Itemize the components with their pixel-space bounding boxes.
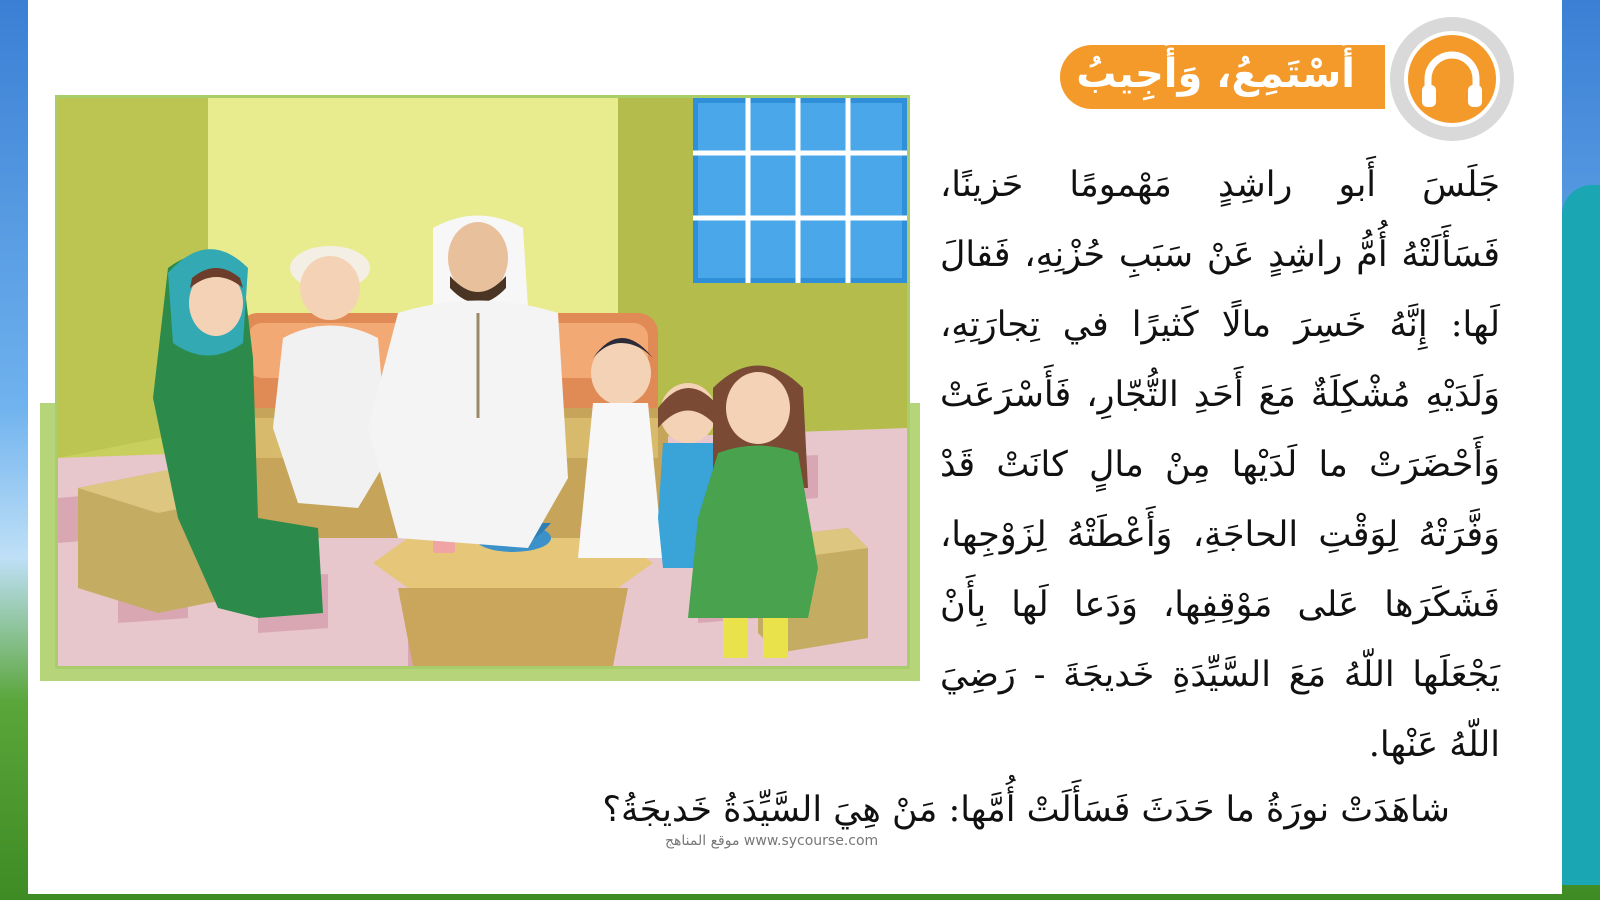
passage-line: فَسَأَلَتْهُ أُمُّ راشِدٍ عَنْ سَبَبِ حُزْنِهِ، فَقالَ (940, 235, 1500, 275)
bottom-border (0, 894, 1600, 900)
section-banner (1060, 45, 1385, 109)
passage-line: يَجْعَلَها اللّهُ مَعَ السَّيِّدَةِ خَديجَةَ - رَضِيَ (940, 655, 1500, 695)
passage-line: اللّهُ عَنْها. (1368, 725, 1500, 765)
left-backdrop (0, 0, 28, 900)
passage-line: وَفَّرَتْهُ لِوَقْتِ الحاجَةِ، وَأَعْطَتْهُ لِزَوْجِها، (940, 515, 1500, 555)
headphones-icon[interactable] (1404, 31, 1500, 127)
section-title: أَسْتَمِعُ، وَأُجِيبُ (1076, 51, 1355, 97)
passage-line: وَلَدَيْهِ مُشْكِلَةٌ مَعَ أَحَدِ التُّجّارِ، فَأَسْرَعَتْ (940, 375, 1500, 415)
right-teal-tab (1562, 185, 1600, 885)
watermark: موقع المناهج www.sycourse.com (665, 833, 879, 849)
passage-line: لَها: إِنَّهُ خَسِرَ مالًا كَثيرًا في تِجارَتِهِ، (940, 305, 1500, 345)
passage-line: فَشَكَرَها عَلى مَوْقِفِها، وَدَعا لَها بِأَنْ (940, 585, 1500, 625)
family-living-room-illustration (55, 95, 910, 669)
passage-line: جَلَسَ أَبو راشِدٍ مَهْمومًا حَزينًا، (940, 165, 1500, 205)
question-text: شاهَدَتْ نورَةُ ما حَدَثَ فَسَأَلَتْ أُمَّها: مَنْ هِيَ السَّيِّدَةُ خَديجَةُ؟ (602, 790, 1450, 830)
passage-line: وَأَحْضَرَتْ ما لَدَيْها مِنْ مالٍ كانَتْ قَدْ (940, 445, 1500, 485)
right-backdrop (1562, 0, 1600, 900)
audio-badge[interactable] (1390, 17, 1514, 141)
story-passage (940, 150, 1500, 780)
window (693, 98, 907, 283)
